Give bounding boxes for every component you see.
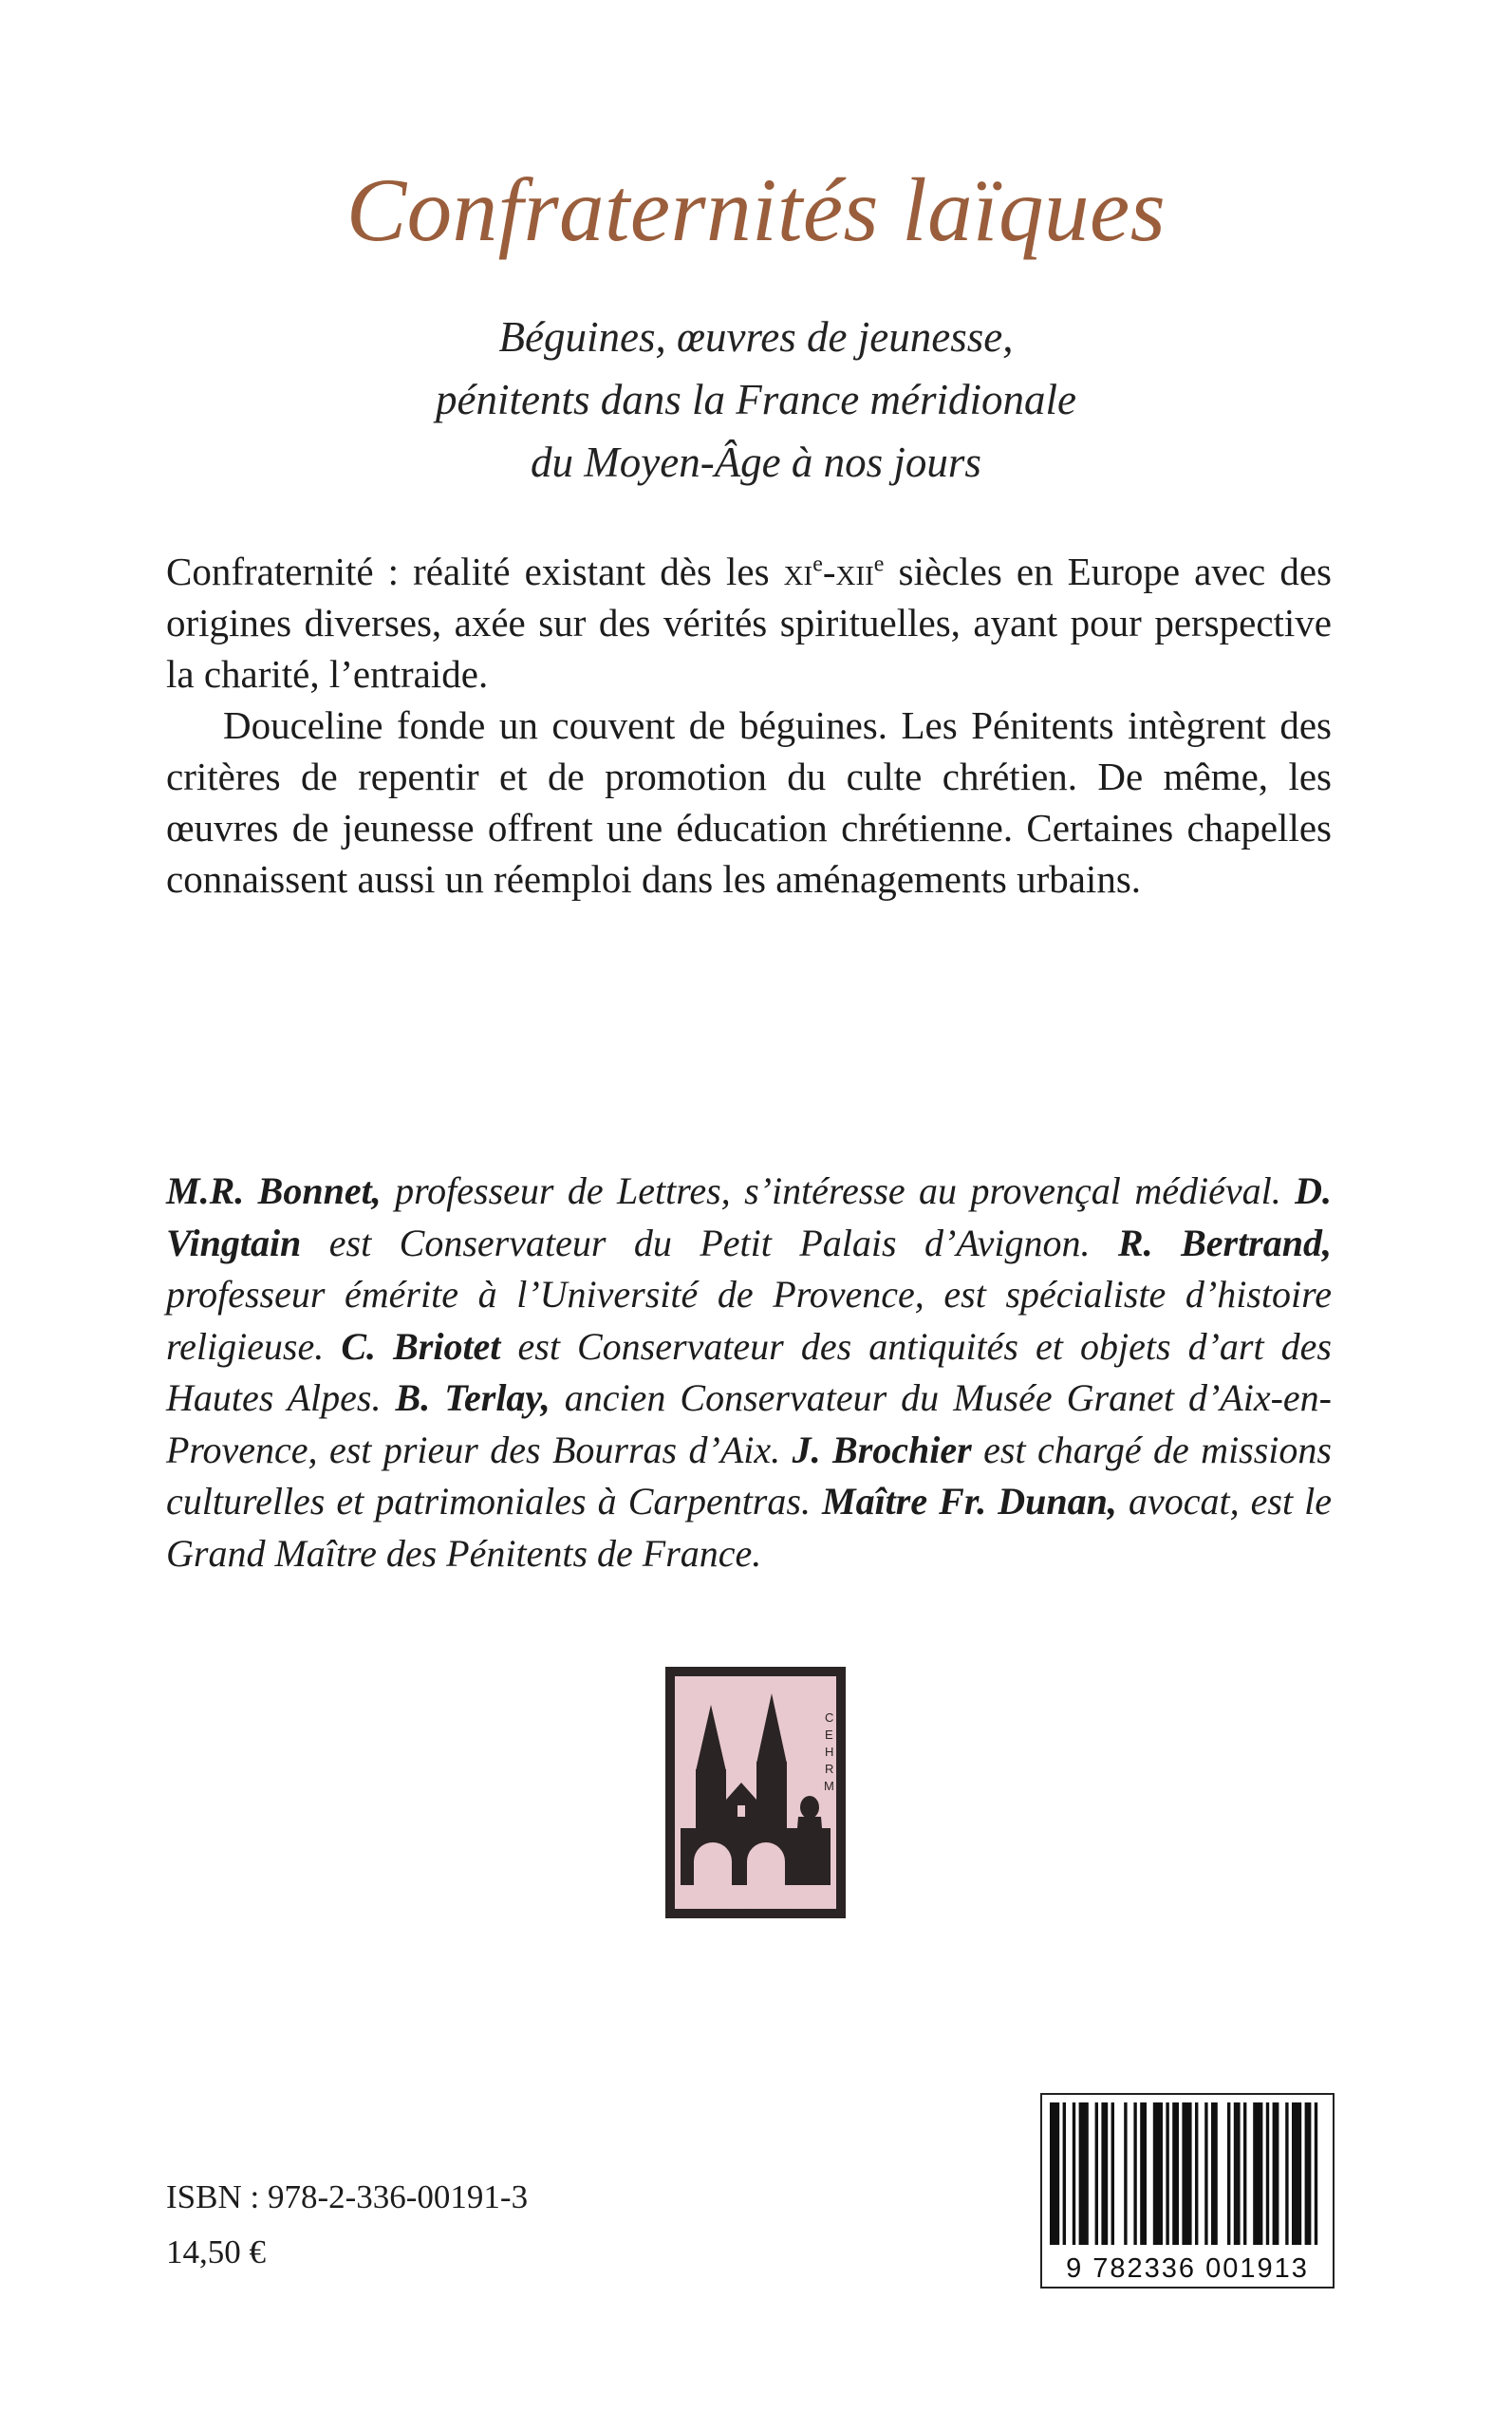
figure-head — [800, 1796, 819, 1819]
book-title: Confraternités laïques — [345, 159, 1167, 260]
book-summary — [166, 546, 1332, 905]
barcode-bar — [1305, 2102, 1312, 2245]
barcode-bar — [1243, 2102, 1246, 2245]
century-superscript: e — [812, 551, 823, 577]
barcode-bar — [1133, 2102, 1136, 2245]
century-dash: - — [822, 550, 836, 593]
left-tower — [696, 1769, 726, 1828]
barcode-bars-icon — [1042, 2095, 1333, 2251]
barcode-bar — [1153, 2102, 1163, 2245]
barcode-bar — [1204, 2102, 1207, 2245]
publisher-logo — [665, 1667, 846, 1918]
price: 14,50 € — [166, 2233, 266, 2270]
century-numeral: xi — [783, 550, 813, 593]
author-name: Maître Fr. Dunan, — [822, 1480, 1117, 1523]
barcode-bar — [1095, 2102, 1098, 2245]
author-name: B. Terlay, — [395, 1376, 551, 1419]
author-desc: professeur de Lettres, s’intéresse au provençal médiéval. — [381, 1169, 1296, 1212]
author-name: M.R. Bonnet, — [166, 1169, 382, 1212]
barcode-bar — [1227, 2102, 1230, 2245]
barcode-bar — [1079, 2102, 1089, 2245]
century-superscript: e — [873, 551, 885, 577]
subtitle-line: Béguines, œuvres de jeunesse, — [498, 313, 1014, 361]
bridge-arch-right — [747, 1842, 785, 1885]
book-subtitle — [0, 306, 1512, 494]
barcode-bar — [1182, 2102, 1191, 2245]
author-desc: ancien Conservateur du Musée Granet d’Aix-en-Provence, est prieur des Bourras d’Aix. — [166, 1376, 1333, 1471]
author-desc: est chargé de missions culturelles et patrimoniales à Carpentras. — [166, 1428, 1332, 1523]
subtitle-line: du Moyen-Âge à nos jours — [531, 439, 981, 486]
summary-paragraph: Douceline fonde un couvent de béguines. Les Pénitents intègrent des critères de repentir et de promotion du culte chrétien. De même, les œuvres de jeunesse offrent une éducation chrétienne. Certaines chapelles connaissent aussi un réemploi dans les aménagements urbains. — [166, 703, 1332, 901]
barcode-bar — [1266, 2102, 1269, 2245]
barcode-number: 9 782336 001913 — [1066, 2253, 1309, 2284]
author-desc: professeur émérite à l’Université de Provence, est spécialiste d’histoire religieuse. — [166, 1273, 1332, 1368]
author-name: D. Vingtain — [166, 1169, 1332, 1264]
bridge-arch-left — [694, 1842, 732, 1885]
barcode — [1040, 2093, 1335, 2289]
cehrm-logo-icon — [665, 1667, 846, 1918]
logo-caption: RELIGIEUSE MÉRIDIONALE — [699, 1900, 812, 1910]
century-numeral: xii — [835, 550, 874, 593]
author-name: J. Brochier — [792, 1428, 972, 1471]
logo-letter: R — [825, 1762, 834, 1776]
summary-text: Confraternité : réalité existant dès les — [166, 550, 784, 593]
figure-body — [793, 1817, 827, 1885]
logo-letter: M — [824, 1779, 834, 1793]
barcode-bar — [1292, 2102, 1301, 2245]
author-desc: avocat, est le Grand Maître des Pénitents de France. — [166, 1480, 1333, 1575]
barcode-bar — [1195, 2102, 1198, 2245]
right-tower — [756, 1762, 787, 1828]
summary-paragraph — [166, 546, 1332, 700]
barcode-bar — [1101, 2102, 1108, 2245]
author-desc: est Conservateur des antiquités et objets d’art des Hautes Alpes. — [166, 1324, 1332, 1419]
barcode-bar — [1234, 2102, 1241, 2245]
barcode-bar — [1211, 2102, 1218, 2245]
barcode-bar — [1253, 2102, 1262, 2245]
author-bios — [166, 1166, 1332, 1579]
barcode-bar — [1172, 2102, 1179, 2245]
subtitle-line: pénitents dans la France méridionale — [436, 376, 1076, 423]
barcode-bar — [1273, 2102, 1279, 2245]
author-name: R. Bertrand, — [1117, 1221, 1332, 1264]
isbn: ISBN : 978-2-336-00191-3 — [166, 2178, 529, 2215]
logo-letter: E — [825, 1728, 833, 1742]
barcode-bar — [1140, 2102, 1147, 2245]
nave-window — [737, 1805, 745, 1817]
barcode-bar — [1166, 2102, 1168, 2245]
logo-letter: H — [825, 1745, 834, 1759]
summary-text: siècles en Europe avec des origines diverses, axée sur des vérités spirituelles, ayant pour perspective la charité, l’entraide. — [166, 550, 1332, 696]
logo-letter: C — [825, 1710, 834, 1725]
author-desc: est Conservateur du Petit Palais d’Avignon. — [301, 1221, 1118, 1264]
barcode-bar — [1124, 2102, 1127, 2245]
barcode-bar — [1111, 2102, 1114, 2245]
barcode-bar — [1050, 2102, 1059, 2245]
logo-caption: CENTRE D’ÉTUDES D’HISTOIRE — [690, 1890, 821, 1899]
barcode-bar — [1063, 2102, 1066, 2245]
barcode-bar — [1315, 2102, 1317, 2245]
barcode-bar — [1073, 2102, 1075, 2245]
author-name: C. Briotet — [341, 1324, 501, 1368]
barcode-bar — [1285, 2102, 1288, 2245]
